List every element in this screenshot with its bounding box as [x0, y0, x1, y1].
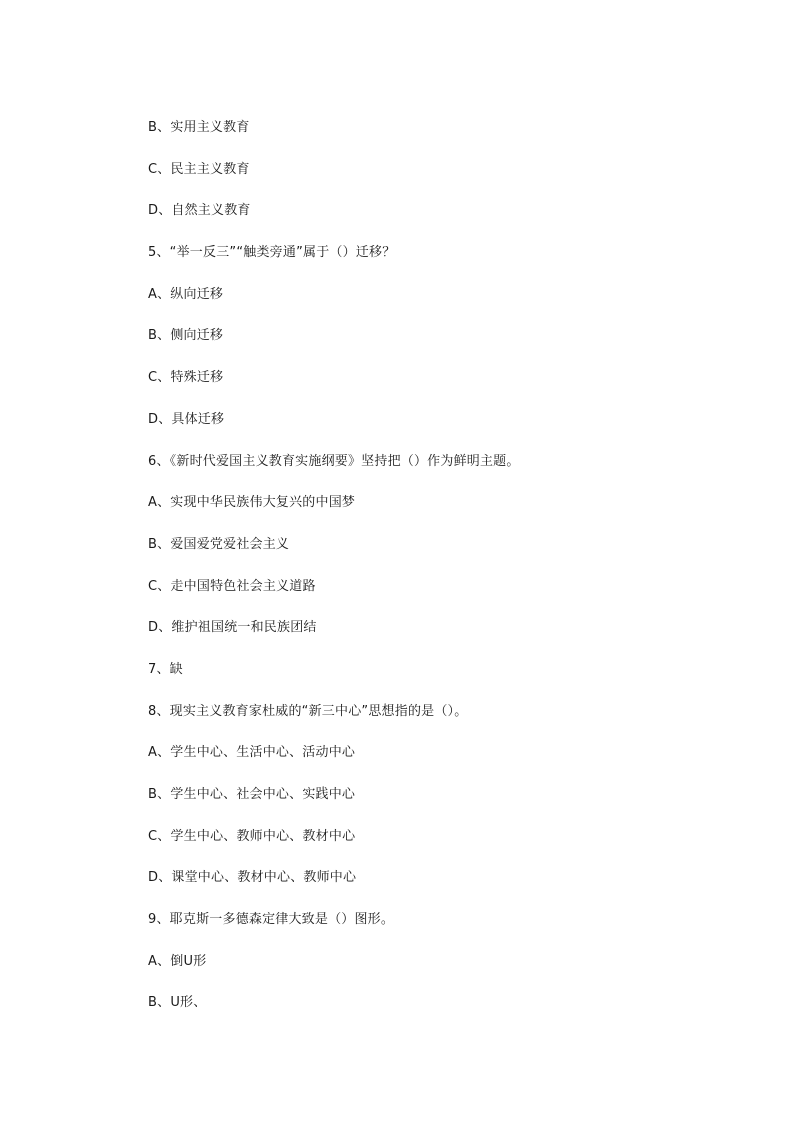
option-b-line: B、学生中心、社会中心、实践中心 [148, 787, 356, 802]
option-d-line: D、自然主义教育 [148, 203, 251, 219]
question-list [148, 118, 748, 1035]
option-a-line: A、实现中华民族伟大复兴的中国梦 [148, 495, 356, 511]
option-c-line: C、特殊迁移 [148, 370, 224, 386]
question-8: 8、现实主义教育家杜威的“新三中心”思想指的是（）。 [148, 703, 468, 719]
question-6: 6、《新时代爱国主义教育实施纲要》坚持把（）作为鲜明主题。 [148, 453, 520, 469]
option-d-line: D、具体迁移 [148, 411, 225, 427]
option-a-line: A、学生中心、生活中心、活动中心 [148, 745, 356, 761]
option-b-line: B、U形、 [148, 995, 207, 1011]
option-a-line: A、倒U形 [148, 953, 207, 969]
question-5: 5、“举一反三”“触类旁通”属于（）迁移？ [148, 245, 396, 261]
option-b-line: B、爱国爱党爱社会主义 [148, 536, 290, 552]
option-c-line: C、走中国特色社会主义道路 [148, 578, 316, 594]
option-c-line: C、民主主义教育 [148, 161, 250, 177]
question-9: 9、耶克斯一多德森定律大致是（）图形。 [148, 912, 395, 928]
question-7: 7、缺 [148, 661, 183, 677]
option-b-line: B、侧向迁移 [148, 328, 224, 344]
option-c-line: C、学生中心、教师中心、教材中心 [148, 828, 356, 844]
option-b-line: B、实用主义教育 [148, 120, 250, 135]
option-d-line: D、课堂中心、教材中心、教师中心 [148, 870, 357, 886]
option-d-line: D、维护祖国统一和民族团结 [148, 620, 317, 636]
option-a-line: A、纵向迁移 [148, 286, 224, 302]
